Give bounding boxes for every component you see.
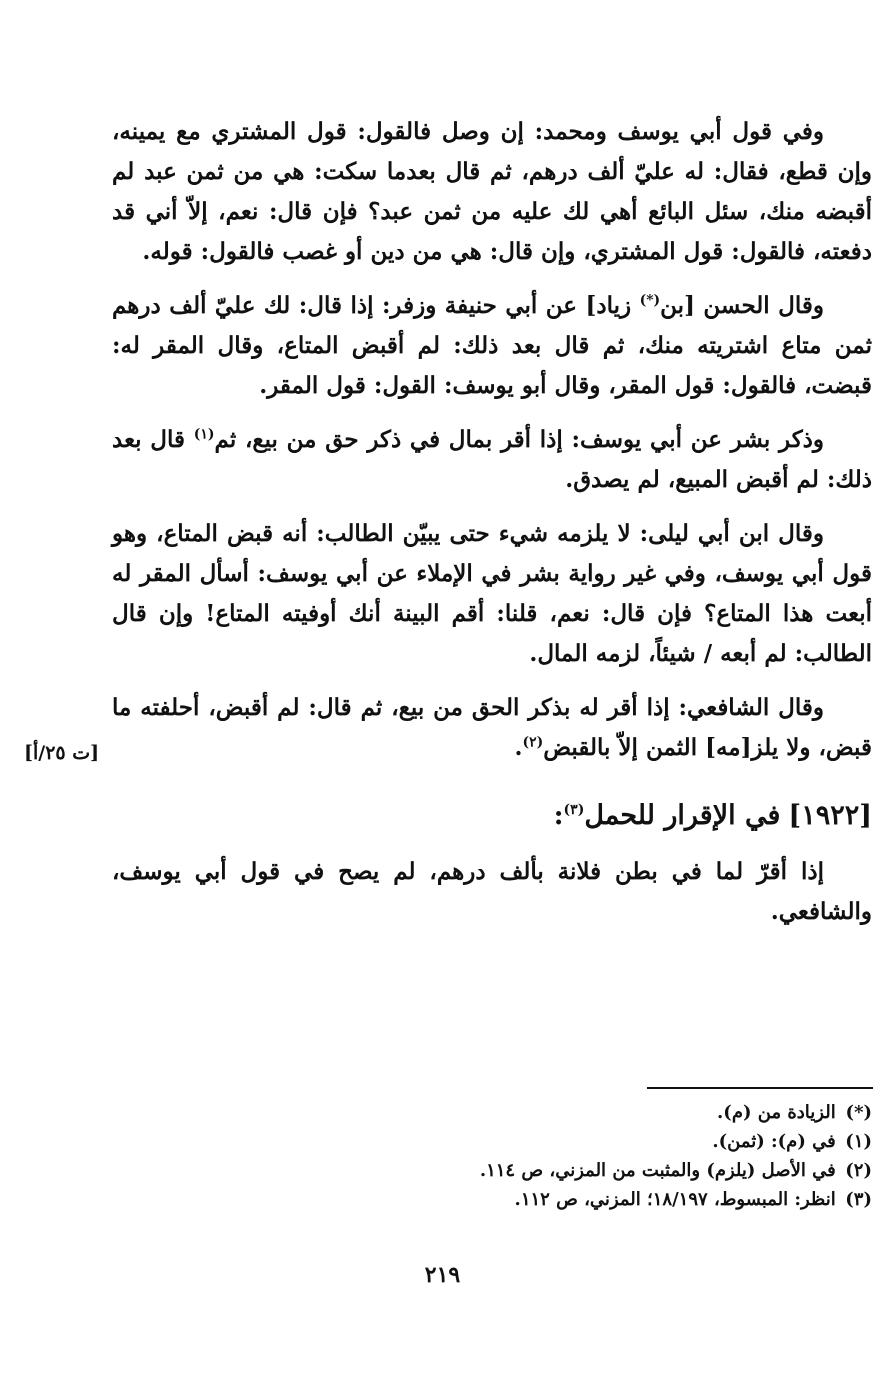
footnote — [112, 1185, 872, 1214]
paragraph-3-text-b: قال بعد ذلك: لم أقبض المبيع، لم يصدق. — [112, 426, 872, 493]
section-title: في الإقرار للحمل — [584, 800, 781, 831]
page-number: ٢١٩ — [424, 1262, 461, 1288]
paragraph-2 — [112, 286, 872, 406]
paragraph-3-text-a: وذكر بشر عن أبي يوسف: إذا أقر بمال في ذكر حق من بيع، ثم — [214, 426, 824, 453]
footnote-text: في الأصل (يلزم) والمثبت من المزني، ص ١١٤. — [479, 1160, 836, 1181]
paragraph-5-text-a: وقال الشافعي: إذا أقر له بذكر الحق من بيع، ثم قال: لم أقبض، أحلفته ما قبض، ولا يلز[مه] الثمن إلاّ بالقبض — [112, 694, 872, 761]
section-number: [١٩٢٢] — [788, 800, 872, 831]
paragraph-5 — [112, 688, 872, 768]
section-heading — [112, 794, 872, 838]
footnote — [112, 1156, 872, 1185]
section-colon: : — [553, 800, 564, 831]
footnote-ref-3: (٣) — [563, 802, 585, 818]
footnotes — [112, 1098, 872, 1214]
footnote-mark: (٢) — [845, 1160, 872, 1181]
manuscript-folio-ref: [ت ٢٥/أ] — [24, 742, 100, 764]
footnote-mark: (١) — [845, 1131, 872, 1152]
footnote-text: انظر: المبسوط، ١٨/١٩٧؛ المزني، ص ١١٢. — [514, 1189, 836, 1210]
paragraph-5-text-b: . — [514, 734, 523, 761]
footnote-mark: (٣) — [845, 1189, 872, 1210]
paragraph-2-text-b: زياد] عن أبي حنيفة وزفر: إذا قال: لك عليّ ألف درهم ثمن متاع اشتريته منك، ثم قال بعد ذلك: لم أقبض المتاع، وقال المقر له: قبضت، فالقول: قول المقر، وقال أبو يوسف: القول: قول المقر. — [112, 292, 873, 399]
footnote — [112, 1098, 872, 1127]
footnote — [112, 1127, 872, 1156]
footnote-ref-1: (١) — [193, 426, 215, 443]
main-text — [112, 112, 872, 946]
footnote-text: في (م): (ثمن). — [712, 1131, 836, 1152]
footnote-mark: (*) — [845, 1102, 872, 1123]
paragraph-6: إذا أقرّ لما في بطن فلانة بألف درهم، لم يصح في قول أبي يوسف، والشافعي. — [112, 858, 872, 925]
footnote-ref-2: (٢) — [522, 734, 544, 751]
paragraph-4: وقال ابن أبي ليلى: لا يلزمه شيء حتى يبيّن الطالب: أنه قبض المتاع، وهو قول أبي يوسف، وفي غير رواية بشر في الإملاء عن أبي يوسف: أسأل المقر له أبعت هذا المتاع؟ فإن قال: نعم، قلنا: أقم البينة أنك أوفيته المتاع! وإن قال الطالب: لم أبعه / شيئاً، لزمه المال. — [112, 520, 872, 667]
paragraph-2-text-a: وقال الحسن [بن — [660, 292, 824, 319]
paragraph-3 — [112, 420, 872, 500]
paragraph-1: وفي قول أبي يوسف ومحمد: إن وصل فالقول: قول المشتري مع يمينه، وإن قطع، فقال: له عليّ ألف درهم، ثم قال بعدما سكت: هي من ثمن عبد لم أقبضه منك، سئل البائع أهي لك عليه من ثمن عبد؟ فإن قال: نعم، إلاّ أني قد دفعته، فالقول: قول المشتري، وإن قال: هي من دين أو غصب فالقول: قوله. — [112, 118, 872, 265]
footnote-ref-star: (*) — [639, 292, 661, 309]
footnote-text: الزيادة من (م). — [717, 1102, 836, 1123]
footnote-divider — [647, 1087, 873, 1089]
